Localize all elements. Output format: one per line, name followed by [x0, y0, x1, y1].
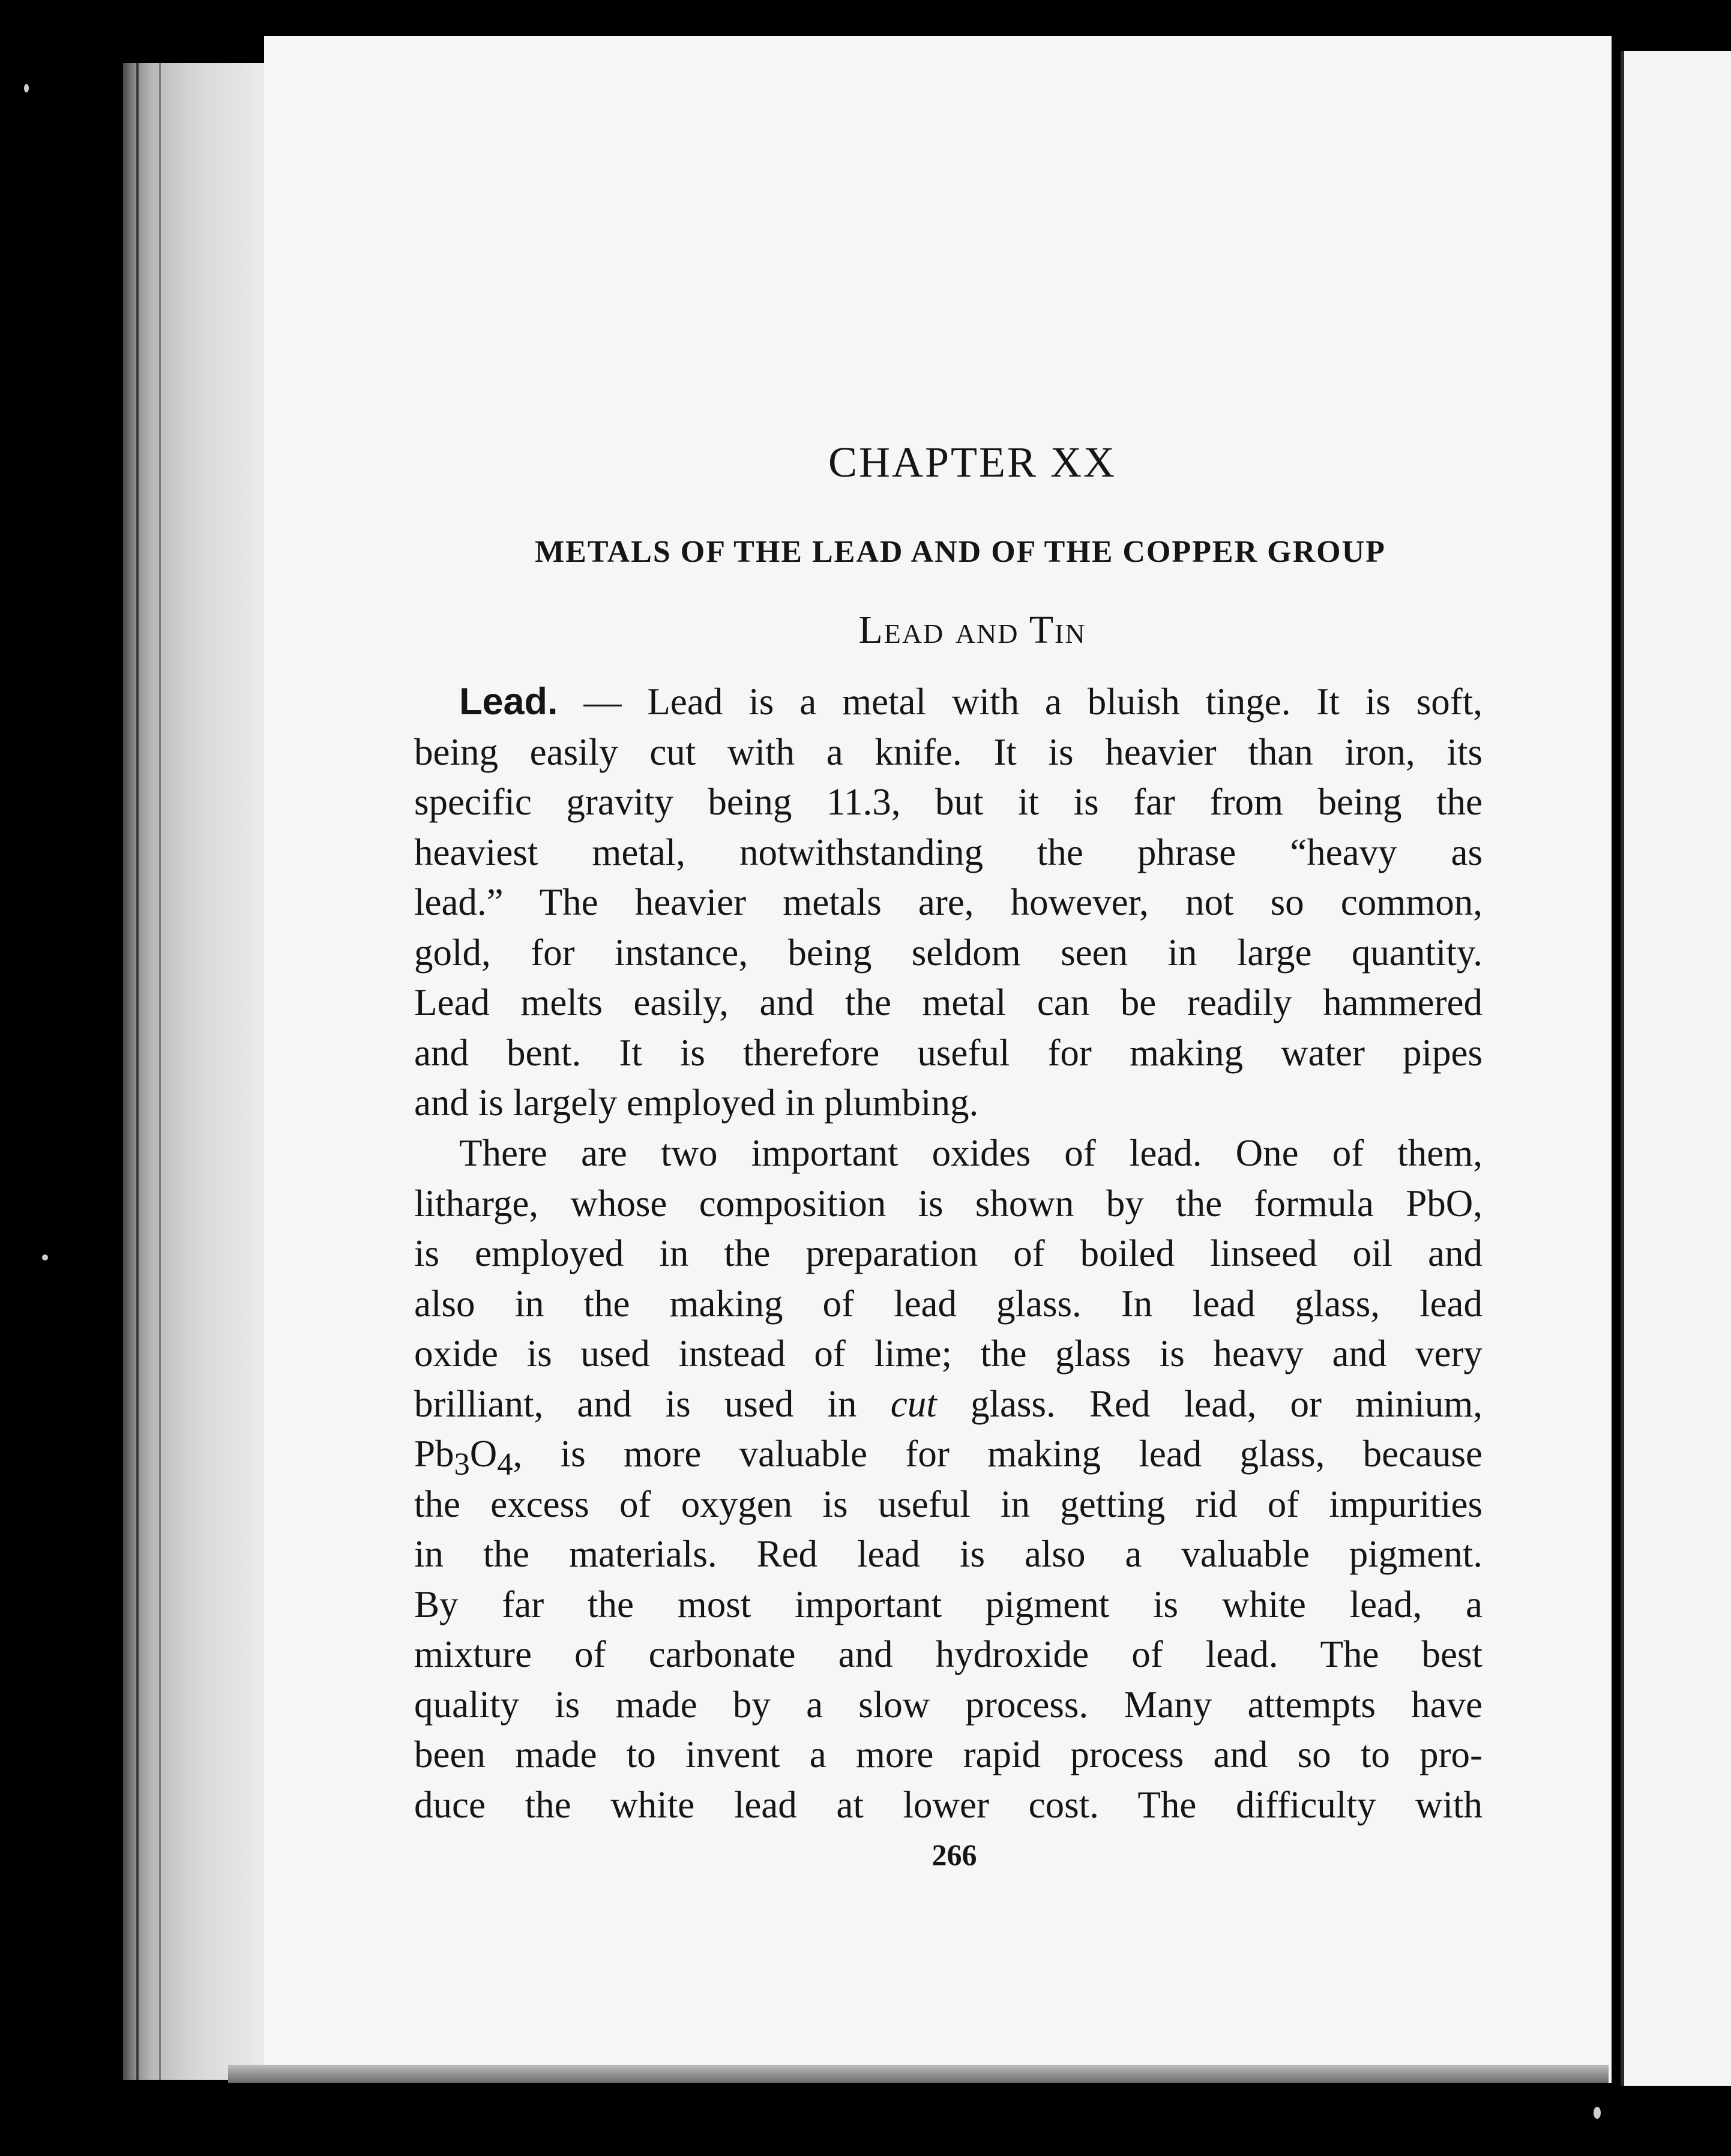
text-line: Lead melts easily, and the metal can be readily hammered [414, 981, 1483, 1023]
text-line: duce the white lead at lower cost. The difficulty with [414, 1783, 1483, 1826]
scan-speck [1594, 2107, 1601, 2119]
text-line [414, 677, 1483, 727]
paragraph-oxides [414, 1128, 1483, 1830]
text-line: mixture of carbonate and hydroxide of lead. The best [414, 1633, 1483, 1675]
formula-subscript: 3 [454, 1447, 470, 1482]
run-in-heading: Lead. [459, 681, 558, 723]
facing-page-edge [1621, 51, 1731, 2086]
text-line: litharge, whose composition is shown by the formula PbO, [414, 1182, 1483, 1224]
scan-speck [24, 84, 29, 92]
text-line: quality is made by a slow process. Many attempts have [414, 1683, 1483, 1726]
text-line: is employed in the preparation of boiled linseed oil and [414, 1232, 1483, 1274]
text-line: being easily cut with a knife. It is heavier than iron, its [414, 730, 1483, 773]
text-line: in the materials. Red lead is also a valuable pigment. [414, 1533, 1483, 1575]
text-line: oxide is used instead of lime; the glass is heavy and very [414, 1332, 1483, 1375]
scan-speck [42, 1254, 48, 1260]
text-line: and is largely employed in plumbing. [414, 1082, 979, 1124]
text-line: specific gravity being 11.3, but it is far from being the [414, 781, 1483, 823]
text-line: been made to invent a more rapid process and so to pro- [414, 1733, 1483, 1775]
section-heading: Lead and Tin [858, 608, 1086, 652]
paragraph-lead [414, 677, 1483, 1128]
formula-o: O [469, 1433, 498, 1475]
text-line: By far the most important pigment is white lead, a [414, 1583, 1483, 1625]
text-line [414, 1429, 1483, 1480]
text-segment: , is more valuable for making lead glass, because [513, 1433, 1483, 1475]
italic-word: cut [890, 1382, 937, 1425]
formula-subscript: 4 [497, 1447, 513, 1482]
text-line: heaviest metal, notwithstanding the phrase “heavy as [414, 831, 1483, 873]
text-line-content: — Lead is a metal with a bluish tinge. It is soft, [558, 681, 1483, 723]
page-number: 266 [932, 1838, 977, 1871]
text-line: lead.” The heavier metals are, however, not so common, [414, 881, 1483, 923]
text-line: also in the making of lead glass. In lead glass, lead [414, 1282, 1483, 1325]
text-line: and bent. It is therefore useful for making water pipes [414, 1031, 1483, 1074]
page-bottom-shadow [228, 2065, 1609, 2083]
text-line: gold, for instance, being seldom seen in large quantity. [414, 931, 1483, 974]
chapter-heading: CHAPTER XX [828, 438, 1117, 486]
chapter-title: METALS OF THE LEAD AND OF THE COPPER GROUP [535, 535, 1386, 569]
book-page-edges [123, 63, 270, 2080]
formula-pb: Pb [414, 1433, 454, 1475]
text-line [414, 1379, 1483, 1430]
text-segment: brilliant, and is used in [414, 1382, 891, 1425]
text-line: There are two important oxides of lead. One of them, [459, 1132, 1483, 1174]
text-segment: glass. Red lead, or minium, [936, 1382, 1483, 1425]
text-line: the excess of oxygen is useful in getting rid of impurities [414, 1483, 1483, 1525]
